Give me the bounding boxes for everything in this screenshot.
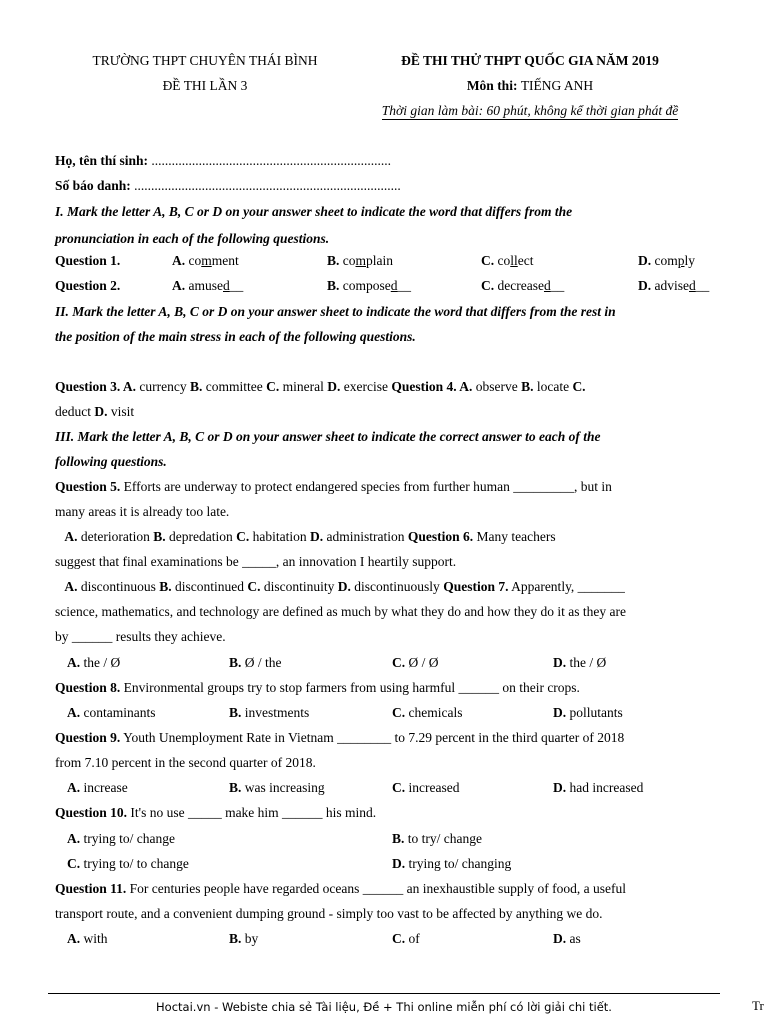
question-10 — [55, 800, 728, 825]
question-10-options-row-1 — [55, 826, 728, 851]
q7-option-b: B. Ø / the — [229, 655, 282, 670]
subject-label: Môn thi: — [466, 78, 521, 93]
question-5-options-question-6 — [55, 524, 728, 549]
text-run: discontinuity — [260, 579, 338, 594]
text-run: habitation — [249, 529, 310, 544]
candidate-id-line — [55, 178, 401, 194]
q9-option-d: D. had increased — [553, 780, 644, 795]
question-1-label: Question 1. — [55, 253, 121, 268]
text-run: locate — [533, 379, 573, 394]
section-1-instruction: I. Mark the letter A, B, C or D on your answer sheet to indicate the word that differs from the — [55, 204, 573, 219]
questions-3-4 — [55, 374, 728, 399]
question-10-text: It's no use _____ make him ______ his mind. — [127, 805, 377, 820]
text-run: Many teachers — [473, 529, 556, 544]
exam-title: ĐỀ THI THỬ THPT QUỐC GIA NĂM 2019 — [401, 53, 659, 68]
text-run: Question 5. — [55, 479, 121, 494]
text-run: B. — [521, 379, 534, 394]
text-run: suggest that final examinations be _____, an innovation I heartily support. — [55, 554, 457, 569]
q9-option-b: B. was increasing — [229, 780, 325, 795]
q1-option-a: A. comment — [172, 253, 239, 268]
question-9 — [55, 725, 728, 750]
question-7-cont-2 — [55, 624, 728, 649]
q1-option-d: D. comply — [638, 253, 696, 268]
text-run: A. — [459, 379, 473, 394]
text-run: visit — [107, 404, 135, 419]
q1-option-c: C. collect — [481, 253, 534, 268]
subject-line — [350, 78, 710, 94]
text-run: science, mathematics, and technology are defined as much by what they do and how they do it as they are — [55, 604, 626, 619]
q8-option-d: D. pollutants — [553, 705, 623, 720]
text-run: A. — [55, 579, 78, 594]
q2-option-c: C. decreased__ — [481, 278, 565, 293]
subject-name: TIẾNG ANH — [520, 78, 594, 93]
q10-option-c: C. trying to/ to change — [67, 856, 189, 871]
exam-round: ĐỀ THI LẦN 3 — [162, 78, 248, 93]
text-run: Question 4. — [391, 379, 460, 394]
text-run: D. — [310, 529, 324, 544]
text-run: Apparently, _______ — [508, 579, 625, 594]
question-6-cont — [55, 549, 728, 574]
q10-option-d: D. trying to/ changing — [392, 856, 512, 871]
question-11-cont: transport route, and a convenient dumping ground - simply too vast to be affected by anything we do. — [55, 906, 603, 921]
candidate-name-line — [55, 153, 391, 169]
text-run: currency — [136, 379, 190, 394]
question-4-cont — [55, 399, 728, 424]
footer-divider — [48, 993, 720, 994]
text-run: B. — [159, 579, 172, 594]
question-2-label: Question 2. — [55, 278, 121, 293]
section-1-instruction-cont: pronunciation in each of the following questions. — [55, 231, 330, 246]
school-name: TRƯỜNG THPT CHUYÊN THÁI BÌNH — [92, 53, 318, 68]
text-run: Question 7. — [443, 579, 509, 594]
q11-option-b: B. by — [229, 931, 259, 946]
q11-option-c: C. of — [392, 931, 420, 946]
question-11-label: Question 11. — [55, 881, 127, 896]
text-run: by ______ results they achieve. — [55, 629, 226, 644]
text-run: observe — [472, 379, 522, 394]
text-run: discontinued — [171, 579, 248, 594]
question-11 — [55, 876, 728, 901]
text-run: Question 3. — [55, 379, 123, 394]
text-run: C. — [236, 529, 250, 544]
q10-option-a: A. trying to/ change — [67, 831, 175, 846]
text-run: C. — [247, 579, 261, 594]
question-2 — [55, 273, 728, 298]
question-1 — [55, 248, 728, 273]
text-run: C. — [572, 379, 586, 394]
q2-option-d: D. advised__ — [638, 278, 710, 293]
question-7-cont — [55, 599, 728, 624]
text-run: C. — [266, 379, 280, 394]
candidate-name-dots: ....................................................................... — [148, 153, 392, 168]
text-run: deterioration — [77, 529, 154, 544]
question-8-text: Environmental groups try to stop farmers from using harmful ______ on their crops. — [120, 680, 580, 695]
text-run: many areas it is already too late. — [55, 504, 230, 519]
section-3-instruction-cont: following questions. — [55, 454, 167, 469]
q9-option-a: A. increase — [67, 780, 128, 795]
question-9-text: Youth Unemployment Rate in Vietnam ________ to 7.29 percent in the third quarter of 2018 — [120, 730, 625, 745]
text-run: D. — [94, 404, 108, 419]
text-run: B. — [189, 379, 203, 394]
question-6-options-question-7 — [55, 574, 728, 599]
section-3-instruction: III. Mark the letter A, B, C or D on your answer sheet to indicate the correct answer to each of the — [55, 429, 601, 444]
section-2-instruction-cont: the position of the main stress in each of the following questions. — [55, 329, 416, 344]
q8-option-a: A. contaminants — [67, 705, 156, 720]
text-run: exercise — [340, 379, 392, 394]
q9-option-c: C. increased — [392, 780, 460, 795]
question-5-cont — [55, 499, 728, 524]
question-9-options — [55, 775, 728, 800]
question-8-label: Question 8. — [55, 680, 121, 695]
q2-option-b: B. composed__ — [327, 278, 412, 293]
question-9-cont: from 7.10 percent in the second quarter of 2018. — [55, 755, 316, 770]
text-run: Efforts are underway to protect endangered species from further human _________, but in — [120, 479, 612, 494]
question-11-text: For centuries people have regarded oceans ______ an inexhaustible supply of food, a useful — [126, 881, 626, 896]
text-run: administration — [323, 529, 408, 544]
q11-option-a: A. with — [67, 931, 108, 946]
question-11-options — [55, 926, 728, 951]
q8-option-c: C. chemicals — [392, 705, 463, 720]
question-10-options-row-2 — [55, 851, 728, 876]
text-run: A. — [55, 529, 78, 544]
text-run: discontinuous — [77, 579, 160, 594]
q1-option-b: B. complain — [327, 253, 394, 268]
question-8 — [55, 675, 728, 700]
q7-option-a: A. the / Ø — [67, 655, 121, 670]
question-5 — [55, 474, 728, 499]
text-run: D. — [327, 379, 341, 394]
text-run: B. — [153, 529, 166, 544]
text-run: Question 6. — [407, 529, 474, 544]
q2-option-a: A. amused__ — [172, 278, 244, 293]
q7-option-c: C. Ø / Ø — [392, 655, 439, 670]
footer-text: Hoctai.vn - Webiste chia sẻ Tài liệu, Đề + Thi online miễn phí có lời giải chi tiết. — [156, 1000, 612, 1014]
text-run: mineral — [279, 379, 328, 394]
question-10-label: Question 10. — [55, 805, 128, 820]
q11-option-d: D. as — [553, 931, 581, 946]
candidate-id-label: Số báo danh: — [55, 178, 131, 193]
q8-option-b: B. investments — [229, 705, 310, 720]
text-run: D. — [337, 579, 351, 594]
section-2-instruction: II. Mark the letter A, B, C or D on your answer sheet to indicate the word that differs from the rest in — [55, 304, 616, 319]
question-7-options — [55, 650, 728, 675]
text-run: discontinuously — [350, 579, 444, 594]
footer-page-fragment: Tr — [752, 998, 764, 1013]
candidate-name-label: Họ, tên thí sinh: — [55, 153, 149, 168]
text-run: deduct — [55, 404, 95, 419]
time-note-text: Thời gian làm bài: 60 phút, không kể thời gian phát đề — [381, 103, 679, 118]
text-run: A. — [122, 379, 137, 394]
q7-option-d: D. the / Ø — [553, 655, 607, 670]
question-8-options — [55, 700, 728, 725]
text-run: depredation — [165, 529, 237, 544]
question-9-label: Question 9. — [55, 730, 121, 745]
time-note — [350, 103, 710, 119]
q10-option-b: B. to try/ change — [392, 831, 482, 846]
text-run: committee — [202, 379, 267, 394]
candidate-id-dots: ............................................................................... — [130, 178, 401, 193]
